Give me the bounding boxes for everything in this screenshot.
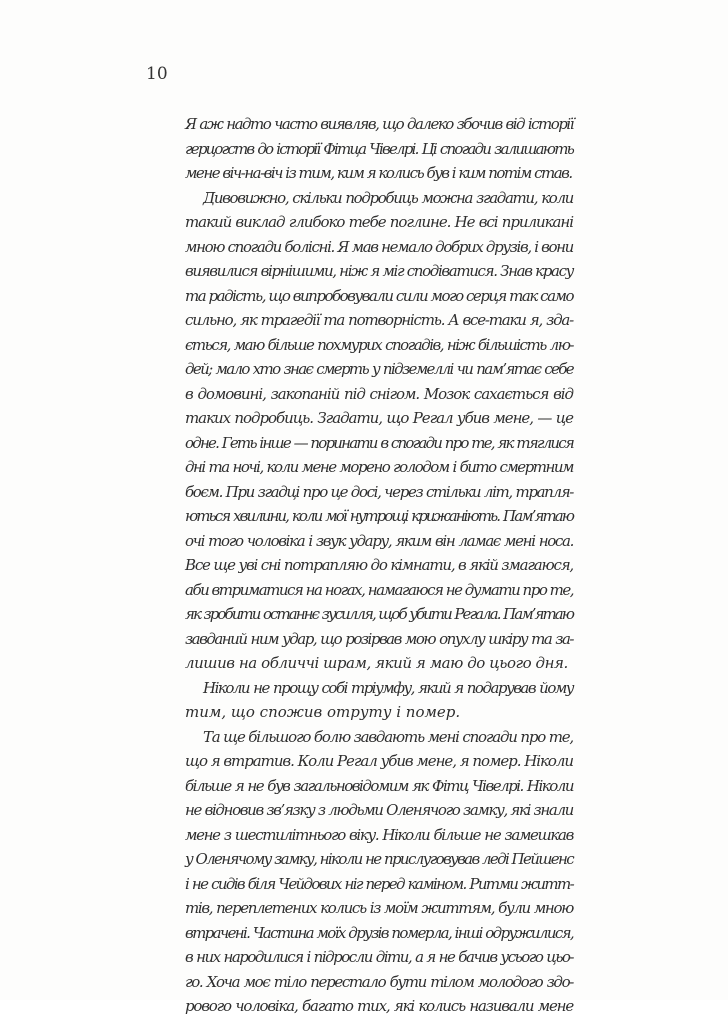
text-line: у Оленячому замку, ніколи не прислуговував леді Пейшенс bbox=[185, 850, 573, 868]
text-line: сильно, як трагедії та потворність. А все-таки я, зда- bbox=[185, 311, 573, 329]
paragraph-first-line: Та ще більшого болю завдають мені спогади про те, bbox=[203, 727, 573, 746]
body-text bbox=[185, 112, 573, 1019]
text-line: боєм. При згадці про це досі, через стільки літ, трапля- bbox=[185, 482, 573, 501]
text-line: герцогств до історії Фітца Чівелрі. Ці спогади залишають bbox=[185, 139, 573, 158]
text-line: мною спогади болісні. Я мав немало добрих друзів, і вони bbox=[185, 237, 573, 256]
text-line: та радість, що випробовували сили мого серця так само bbox=[185, 286, 573, 305]
text-line: в них народилися і підросли діти, а я не бачив усього цьо- bbox=[185, 948, 573, 966]
text-line: ється, маю більше похмурих спогадів, ніж більшість лю- bbox=[185, 335, 573, 354]
text-line: мене з шестилітнього віку. Ніколи більше не замешкав bbox=[185, 825, 573, 844]
text-line: і не сидів біля Чейдових ніг перед каміном. Ритми житт- bbox=[185, 874, 573, 893]
text-line: аби втриматися на ногах, намагаюся не думати про те, bbox=[185, 580, 573, 599]
text-line: тів, переплетених колись із моїм життям, були мною bbox=[185, 899, 573, 917]
text-line: мене віч-на-віч із тим, ким я колись був і ким потім став. bbox=[185, 164, 572, 182]
text-line: дей; мало хто знає смерть у підземеллі чи пам’ятає себе bbox=[185, 360, 573, 378]
text-line: очі того чоловіка і звук удару, яким він ламає мені носа. bbox=[185, 531, 573, 550]
paragraph-first-line: Дивовижно, скільки подробиць можна згадати, коли bbox=[203, 188, 573, 207]
text-line: виявилися вірнішими, ніж я міг сподіватися. Знав красу bbox=[185, 262, 573, 280]
text-line: рового чоловіка, багато тих, які колись називали мене bbox=[185, 997, 573, 1015]
text-line: таких подробиць. Згадати, що Регал убив мене, — це bbox=[185, 409, 573, 427]
text-line: Все ще уві сні потрапляю до кімнати, в якій змагаюся, bbox=[185, 556, 573, 574]
text-line: Я аж надто часто виявляв, що далеко збочив від історії bbox=[185, 115, 573, 133]
text-line: не відновив зв’язку з людьми Оленячого замку, які знали bbox=[185, 801, 573, 819]
text-line: такий виклад глибоко тебе поглине. Не всі приликані bbox=[185, 213, 573, 231]
paragraph-first-line: Ніколи не прощу собі тріумфу, який я подарував йому bbox=[203, 678, 573, 697]
text-line: втрачені. Частина моїх друзів померла, інші одружилися, bbox=[185, 923, 573, 942]
text-line: як зробити останнє зусилля, щоб убити Регала. Пам’ятаю bbox=[185, 605, 573, 623]
text-line: завданий ним удар, що розірвав мою опухлу шкіру та за- bbox=[185, 629, 573, 648]
text-line: лишив на обличчі шрам, який я маю до цього дня. bbox=[185, 654, 568, 672]
text-line: дні та ночі, коли мене морено голодом і бито смертним bbox=[185, 458, 573, 476]
text-line: одне. Геть інше — поринати в спогади про те, як тяглися bbox=[185, 433, 573, 452]
text-line: ються хвилини, коли мої нутрощі крижаніють. Пам’ятаю bbox=[185, 507, 573, 525]
text-line: в домовині, закопаній під снігом. Мозок сахається від bbox=[185, 384, 573, 403]
page-number: 10 bbox=[146, 64, 168, 84]
text-line: що я втратив. Коли Регал убив мене, я помер. Ніколи bbox=[185, 752, 573, 770]
text-line: тим, що спожив отруту і помер. bbox=[185, 703, 461, 721]
text-line: го. Хоча моє тіло перестало бути тілом молодого здо- bbox=[185, 972, 573, 991]
text-line: більше я не був загальновідомим як Фітц Чівелрі. Ніколи bbox=[185, 776, 573, 795]
